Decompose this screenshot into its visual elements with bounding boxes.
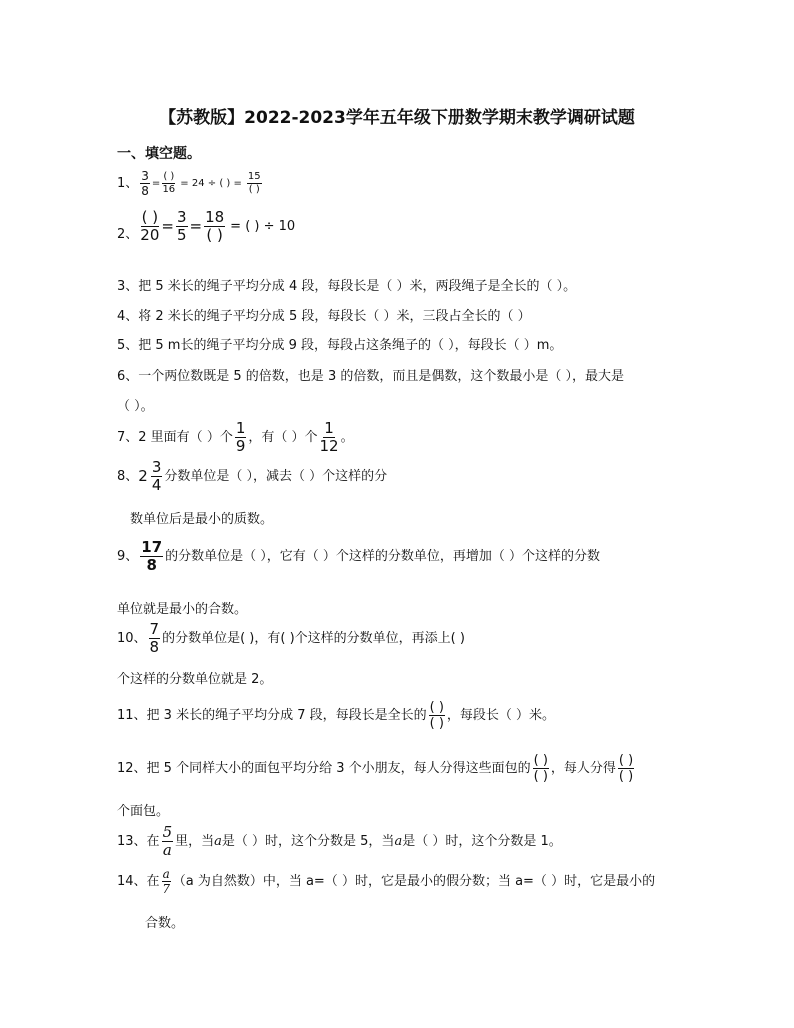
fraction-five-over-a — [162, 825, 174, 858]
question-text: ，有（ ）个 — [248, 430, 318, 445]
fraction-blank-2 — [618, 754, 634, 783]
fraction-c — [204, 210, 225, 243]
denominator: 8 — [149, 638, 160, 656]
variable-a: a — [394, 834, 403, 849]
numerator: ( ) — [618, 753, 634, 768]
question-6: 6、一个两位数既是 5 的倍数，也是 3 的倍数，而且是偶数，这个数最小是（ ），最大是 — [117, 369, 624, 384]
fraction-a — [140, 170, 150, 197]
denominator: 4 — [151, 476, 162, 494]
variable-a: a — [214, 834, 222, 849]
equals-sign: = — [189, 217, 203, 235]
question-10 — [117, 622, 465, 655]
expression-middle: = 24 ÷ ( ) = — [180, 177, 242, 189]
mixed-number — [138, 460, 164, 493]
numerator: 15 — [247, 171, 261, 182]
numerator: 1 — [324, 419, 334, 437]
fraction-c — [247, 172, 262, 195]
question-8-continued: 数单位后是最小的质数。 — [130, 512, 274, 527]
question-8 — [117, 460, 387, 493]
question-text: 11、把 3 米长的绳子平均分成 7 段，每段长是全长的 — [117, 708, 427, 723]
question-number: 14、 — [117, 874, 147, 889]
denominator: 16 — [162, 184, 176, 195]
numerator: 5 — [162, 823, 173, 841]
question-text: 在 — [146, 874, 160, 889]
question-3: 3、把 5 米长的绳子平均分成 4 段，每段长是（ ）米，两段绳子是全长的（ ）。 — [117, 279, 577, 294]
question-9-continued: 单位就是最小的合数。 — [117, 602, 248, 617]
question-text: 是（ ）时，这个分数是 5，当 — [221, 834, 395, 849]
question-number: 13、 — [117, 834, 147, 849]
denominator: 12 — [319, 437, 339, 455]
page-title: 【苏教版】2022-2023学年五年级下册数学期末教学调研试题 — [159, 108, 635, 128]
denominator: 8 — [146, 556, 157, 574]
question-text: 是（ ）时，这个分数是 1。 — [402, 834, 562, 849]
fraction-one-twelfth — [320, 421, 339, 454]
numerator: ( ) — [429, 700, 444, 715]
numerator: ( ) — [163, 171, 175, 182]
denominator: 8 — [141, 184, 149, 198]
numerator: 3 — [151, 458, 162, 476]
numerator: 17 — [141, 538, 163, 556]
question-12 — [117, 754, 636, 783]
question-14 — [117, 868, 655, 895]
denominator: ( ) — [248, 184, 260, 195]
fraction-part — [151, 460, 163, 493]
question-2 — [117, 210, 295, 243]
fraction-blank — [429, 701, 445, 730]
question-7 — [117, 421, 354, 454]
denominator: 20 — [140, 226, 160, 244]
section-heading: 一、填空题。 — [117, 146, 201, 162]
numerator: a — [162, 867, 170, 881]
denominator: ( ) — [618, 769, 634, 784]
fraction-one-ninth — [235, 421, 247, 454]
question-number: 2、 — [117, 227, 139, 242]
question-number: 10、 — [117, 631, 147, 646]
fraction-b — [176, 210, 188, 243]
question-text: 。 — [340, 430, 354, 445]
question-11 — [117, 701, 555, 730]
fraction-a — [140, 210, 159, 243]
question-text: 的分数单位是( )，有( )个这样的分数单位，再添上( ) — [162, 631, 465, 646]
question-number: 7、 — [117, 430, 139, 445]
question-text: 的分数单位是（ ），它有（ ）个这样的分数单位，再增加（ ）个这样的分数 — [165, 549, 601, 564]
question-number: 8、 — [117, 469, 139, 484]
denominator: 9 — [235, 437, 246, 455]
question-10-continued: 个这样的分数单位就是 2。 — [117, 672, 273, 687]
equals-sign: = — [161, 217, 174, 235]
expression-tail: = ( ) ÷ 10 — [230, 219, 296, 234]
question-5: 5、把 5 m长的绳子平均分成 9 段，每段占这条绳子的（ ），每段长（ ）m。 — [117, 338, 563, 353]
denominator: ( ) — [429, 716, 444, 731]
question-text: 12、把 5 个同样大小的面包平均分给 3 个小朋友，每人分得这些面包的 — [117, 761, 531, 776]
question-9 — [117, 540, 600, 573]
question-text: （a 为自然数）中，当 a=（ ）时，它是最小的假分数；当 a=（ ）时，它是最小的 — [172, 874, 656, 889]
numerator: ( ) — [141, 208, 159, 226]
denominator: a — [162, 841, 172, 859]
denominator: 5 — [176, 226, 187, 244]
question-13 — [117, 825, 562, 858]
fraction-blank-1 — [533, 754, 549, 783]
equals-sign: = — [151, 177, 161, 189]
question-4: 4、将 2 米长的绳子平均分成 5 段，每段长（ ）米，三段占全长的（ ） — [117, 309, 531, 324]
question-text: 里，当 — [175, 834, 215, 849]
fraction-seventeen-eighths — [140, 540, 163, 573]
question-text: 2 里面有（ ）个 — [138, 430, 233, 445]
denominator: 7 — [162, 882, 170, 896]
denominator: ( ) — [206, 226, 223, 244]
fraction-b — [162, 172, 175, 195]
question-12-continued: 个面包。 — [117, 804, 170, 819]
numerator: ( ) — [533, 753, 548, 768]
numerator: 18 — [205, 208, 225, 226]
whole-part: 2 — [138, 467, 148, 485]
numerator: 3 — [176, 208, 187, 226]
fraction-seven-eighths — [149, 622, 161, 655]
question-text: 分数单位是（ ），减去（ ）个这样的分 — [164, 469, 388, 484]
question-1 — [117, 170, 264, 197]
question-number: 1、 — [117, 176, 139, 191]
numerator: 7 — [149, 620, 160, 638]
question-number: 9、 — [117, 549, 139, 564]
question-text: ，每人分得 — [550, 761, 616, 776]
numerator: 3 — [141, 169, 149, 183]
question-text: ，每段长（ ）米。 — [446, 708, 556, 723]
question-6-continued: （ ）。 — [117, 399, 154, 414]
question-text: 在 — [146, 834, 160, 849]
denominator: ( ) — [533, 769, 548, 784]
numerator: 1 — [235, 419, 246, 437]
fraction-a-over-seven — [162, 868, 171, 895]
question-14-continued: 合数。 — [145, 916, 185, 931]
